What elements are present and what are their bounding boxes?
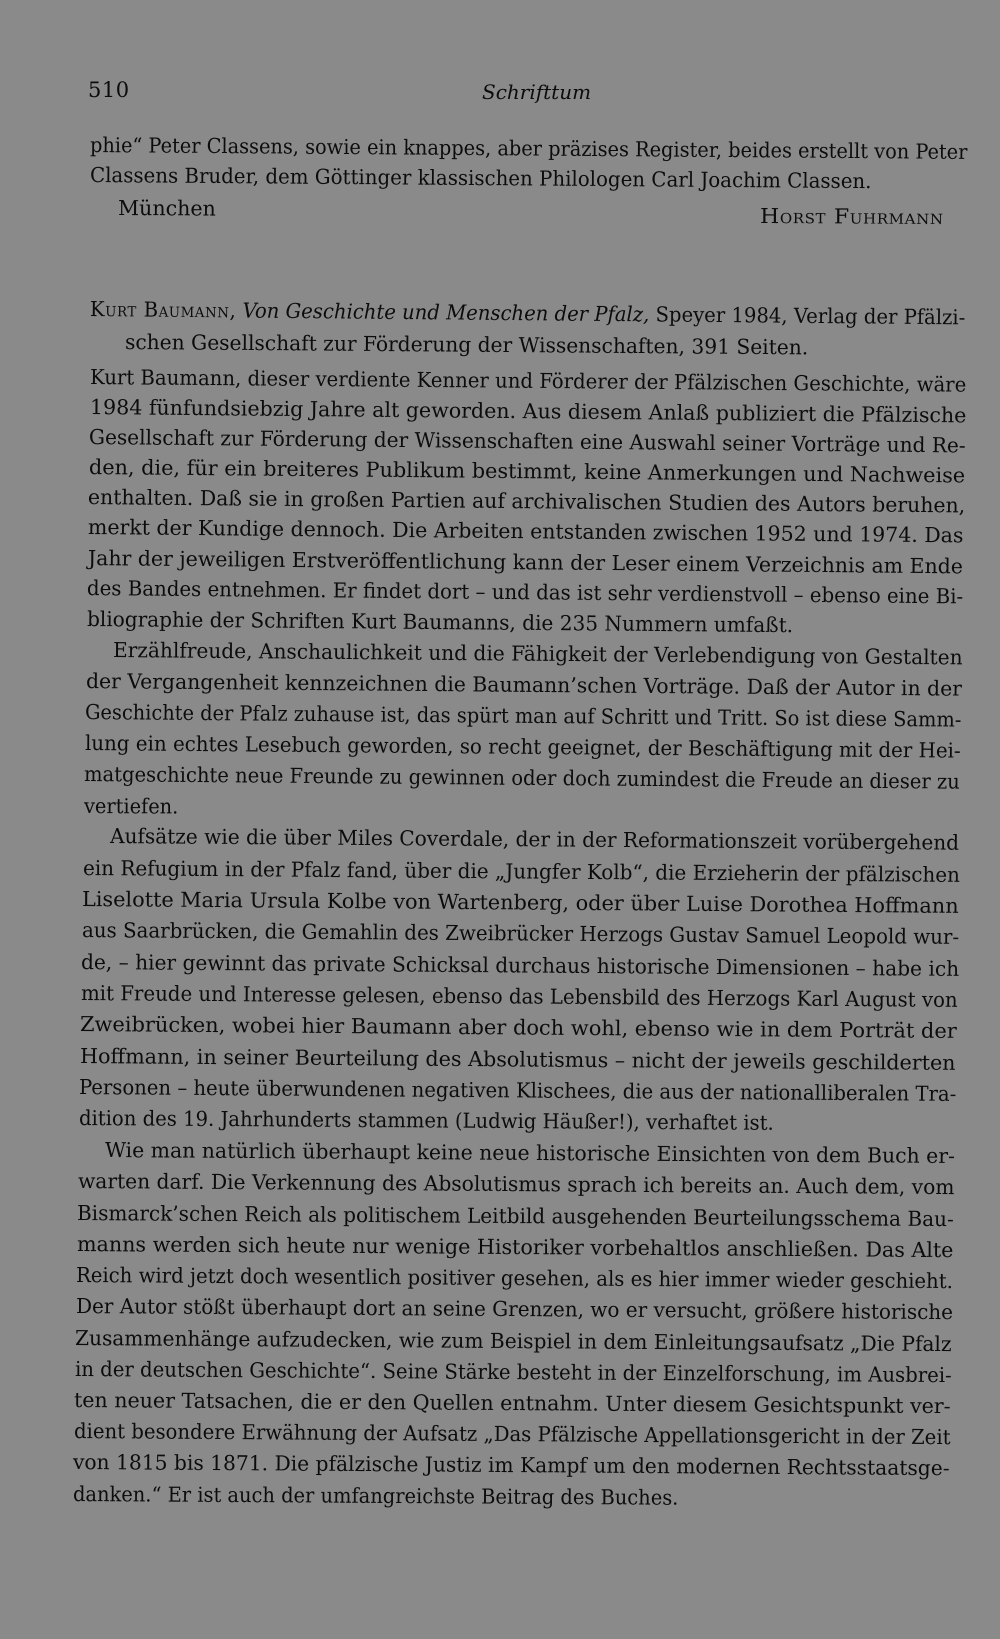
text-line: des Bandes entnehmen. Er findet dort – und das ist sehr verdienstvoll – ebenso eine Bi-	[86, 576, 964, 609]
text-line: Zweibrücken, wobei hier Baumann aber doch wohl, ebenso wie in dem Porträt der	[79, 1012, 957, 1043]
text-line: Hoffmann, in seiner Beurteilung des Absolutismus – nicht der jeweils geschilderten	[79, 1044, 956, 1075]
text-line: enthalten. Daß sie in großen Partien auf archivalischen Studien des Autors beruhen,	[87, 485, 966, 518]
text-line: Reich wird jetzt doch wesentlich positiver gesehen, als es hier immer wieder geschieht.	[75, 1263, 953, 1294]
text-line: Aufsätze wie die über Miles Coverdale, der in der Reformationszeit vorübergehend	[109, 824, 960, 855]
text-line: Gesellschaft zur Förderung der Wissenschaften eine Auswahl seiner Vorträge und Re-	[88, 425, 966, 458]
text-line: bliographie der Schriften Kurt Baumanns, die 235 Nummern umfaßt.	[86, 607, 794, 638]
text-line: ein Refugium in der Pfalz fand, über die „Jungfer Kolb“, die Erzieherin der pfälzischen	[82, 856, 961, 887]
text-line: lung ein echtes Lesebuch geworden, so recht geeignet, der Beschäftigung mit der Hei-	[84, 731, 961, 763]
text-line: den, die, für ein breiteres Publikum bestimmt, keine Anmerkungen und Nachweise	[88, 455, 966, 488]
text-line: in der deutschen Geschichte“. Seine Stärke besteht in der Einzelforschung, im Ausbrei-	[74, 1357, 952, 1388]
text-line: Personen – heute überwundenen negativen Klischees, die aus der nationalliberalen Tra-	[78, 1075, 957, 1106]
text-line: ten neuer Tatsachen, die er den Quellen entnahm. Unter diesem Gesichtspunkt ver-	[73, 1388, 951, 1419]
text-line: Wie man natürlich überhaupt keine neue historische Einsichten von dem Buch er-	[104, 1138, 956, 1168]
page-number: 510	[88, 78, 130, 102]
text-line: de, – hier gewinnt das private Schicksal durchaus historische Dimensionen – habe ich	[80, 950, 960, 981]
citation-line	[90, 296, 966, 330]
text-line: aus Saarbrücken, die Gemahlin des Zweibrücker Herzogs Gustav Samuel Leopold wur-	[81, 918, 960, 949]
text-line: warten darf. Die Verkennung des Absolutismus sprach ich bereits an. Auch dem, vom	[77, 1169, 955, 1200]
text-line: dient besondere Erwähnung der Aufsatz „Das Pfälzische Appellationsgericht in der Zeit	[73, 1419, 951, 1450]
text-line: danken.“ Er ist auch der umfangreichste Beitrag des Buches.	[72, 1482, 679, 1510]
text-line: mit Freude und Interesse gelesen, ebenso das Lebensbild des Herzogs Karl August von	[80, 981, 958, 1012]
text-line: merkt der Kundige dennoch. Die Arbeiten entstanden zwischen 1952 und 1974. Das	[87, 515, 964, 548]
running-title: Schrifttum	[482, 80, 592, 104]
review-place: München	[117, 196, 216, 221]
text-line: Geschichte der Pfalz zuhause ist, das spürt man auf Schritt und Tritt. So ist diese Samm-	[84, 700, 962, 732]
reviewer-name: Horst Fuhrmann	[759, 204, 944, 229]
text-line: dition des 19. Jahrhunderts stammen (Ludwig Häußer!), verhaftet ist.	[78, 1106, 774, 1135]
text-line: manns werden sich heute nur wenige Historiker vorbehaltlos anschließen. Das Alte	[76, 1232, 954, 1263]
text-line: Bismarck’schen Reich als politischem Leitbild ausgehenden Beurteilungsschema Bau-	[76, 1201, 954, 1232]
text-line: Liselotte Maria Ursula Kolbe von Wartenberg, oder über Luise Dorothea Hoffmann	[81, 887, 959, 918]
citation-publication: Speyer 1984, Verlag der Pfälzi-	[655, 302, 966, 330]
text-line: Zusammenhänge aufzudecken, wie zum Beispiel in dem Einleitungsaufsatz „Die Pfalz	[74, 1326, 952, 1357]
text-line: Kurt Baumann, dieser verdiente Kenner und Förderer der Pfälzischen Geschichte, wäre	[89, 365, 967, 397]
text-line: Der Autor stößt überhaupt dort an seine Grenzen, wo er versucht, größere historische	[75, 1294, 954, 1325]
text-line: 1984 fünfundsiebzig Jahre alt geworden. Aus diesem Anlaß publiziert die Pfälzische	[89, 395, 967, 428]
text-line: der Vergangenheit kennzeichnen die Baumann’schen Vorträge. Daß der Autor in der	[85, 669, 963, 701]
text-line: Classens Bruder, dem Göttinger klassischen Philologen Carl Joachim Classen.	[89, 163, 872, 194]
reviewed-title: Von Geschichte und Menschen der Pfalz,	[242, 298, 650, 327]
text-line: von 1815 bis 1871. Die pfälzische Justiz im Kampf um den modernen Rechtsstaatsge-	[72, 1450, 950, 1481]
citation-line: schen Gesellschaft zur Förderung der Wissenschaften, 391 Seiten.	[124, 330, 809, 360]
text-line: Erzählfreude, Anschaulichkeit und die Fähigkeit der Verlebendigung von Gestalten	[112, 638, 963, 670]
text-line: phie“ Peter Classens, sowie ein knappes, aber präzises Register, beides erstellt von Peter	[89, 133, 968, 164]
text-line: vertiefen.	[83, 794, 179, 819]
reviewed-author: Kurt Baumann,	[89, 297, 237, 323]
text-line: Jahr der jeweiligen Erstveröffentlichung kann der Leser einem Verzeichnis am Ende	[87, 546, 964, 579]
text-line: matgeschichte neue Freunde zu gewinnen oder doch zumindest die Freude an dieser zu	[83, 762, 960, 794]
